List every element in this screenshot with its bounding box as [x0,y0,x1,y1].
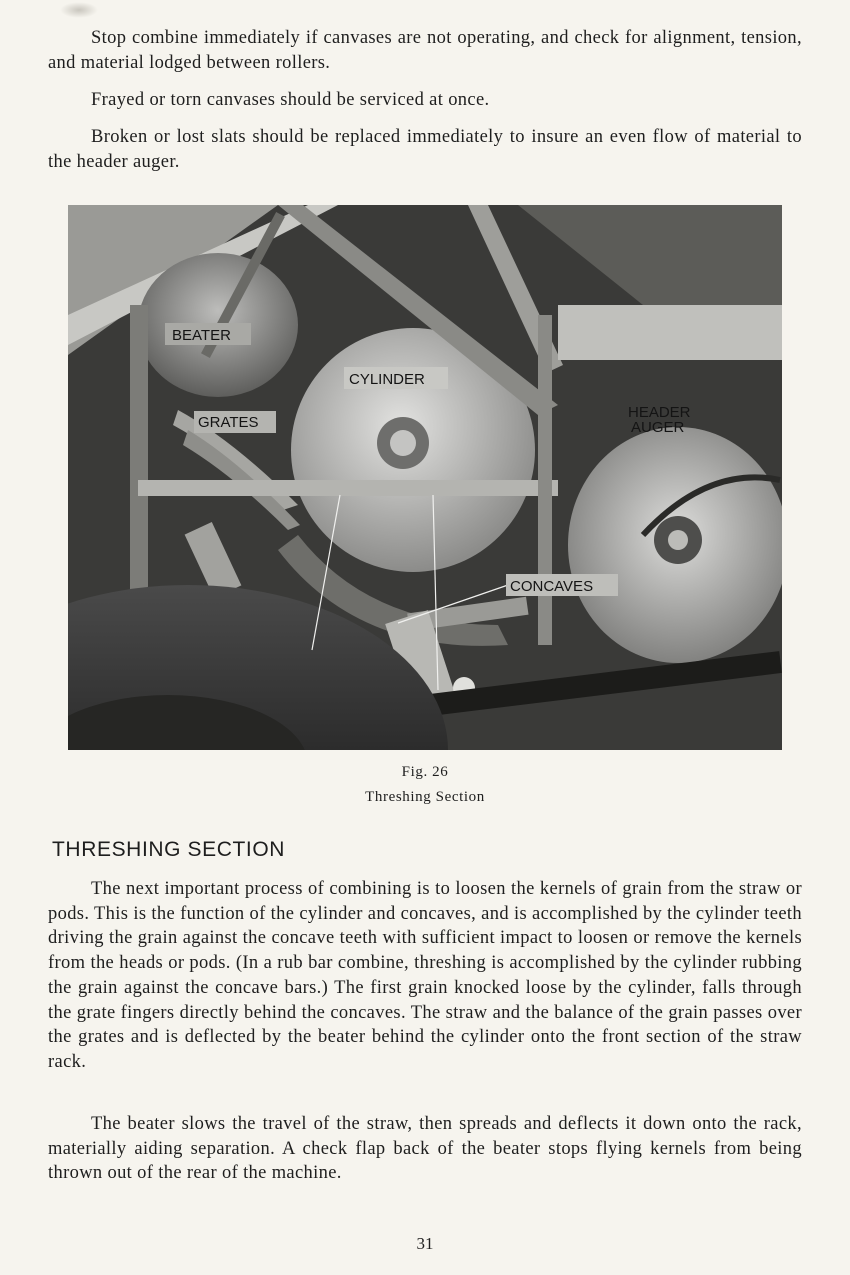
paragraph-broken-slats: Broken or lost slats should be replaced immediately to insure an even flow of material to the header auger. [48,127,802,172]
label-grates: GRATES [198,414,259,431]
label-header-auger-line2: AUGER [631,419,685,436]
page-number: 31 [416,1234,434,1253]
label-cylinder: CYLINDER [349,371,425,388]
photo-illustration [68,205,782,750]
label-beater: BEATER [172,327,231,344]
label-concaves: CONCAVES [510,578,594,595]
figure-caption: Threshing Section [365,789,485,805]
section-heading: THRESHING SECTION [52,838,286,861]
paragraph-frayed-canvases: Frayed or torn canvases should be serviced at once. [91,90,490,110]
paragraph-beater-function: The beater slows the travel of the straw, then spreads and deflects it down onto the rack, materially aiding separation. A check flap back of the beater stops flying kernels from being thrown out of the rear of the machine. [48,1114,802,1184]
figure-number: Fig. 26 [401,764,449,780]
page-smudge [60,2,98,18]
paragraph-canvas-check: Stop combine immediately if canvases are not operating, and check for alignment, tension, and material lodged between rollers. [48,28,802,73]
threshing-section-photo [68,205,782,750]
paragraph-threshing-process: The next important process of combining is to loosen the kernels of grain from the straw or pods. This is the function of the cylinder and concaves, and is accomplished by the cylinder teeth driving the grain against the concave teeth with sufficient impact to loosen or remove the kernels from the heads or pods. (In a rub bar combine, threshing is accomplished by the cylinder rubbing the grain against the concave bars.) The first grain knocked loose by the cylinder, falls through the grate fingers directly behind the concaves. The straw and the balance of the grain passes over the grates and is deflected by the beater behind the cylinder onto the front section of the straw rack. [48,879,802,1072]
label-header-auger-line1: HEADER [628,404,691,421]
